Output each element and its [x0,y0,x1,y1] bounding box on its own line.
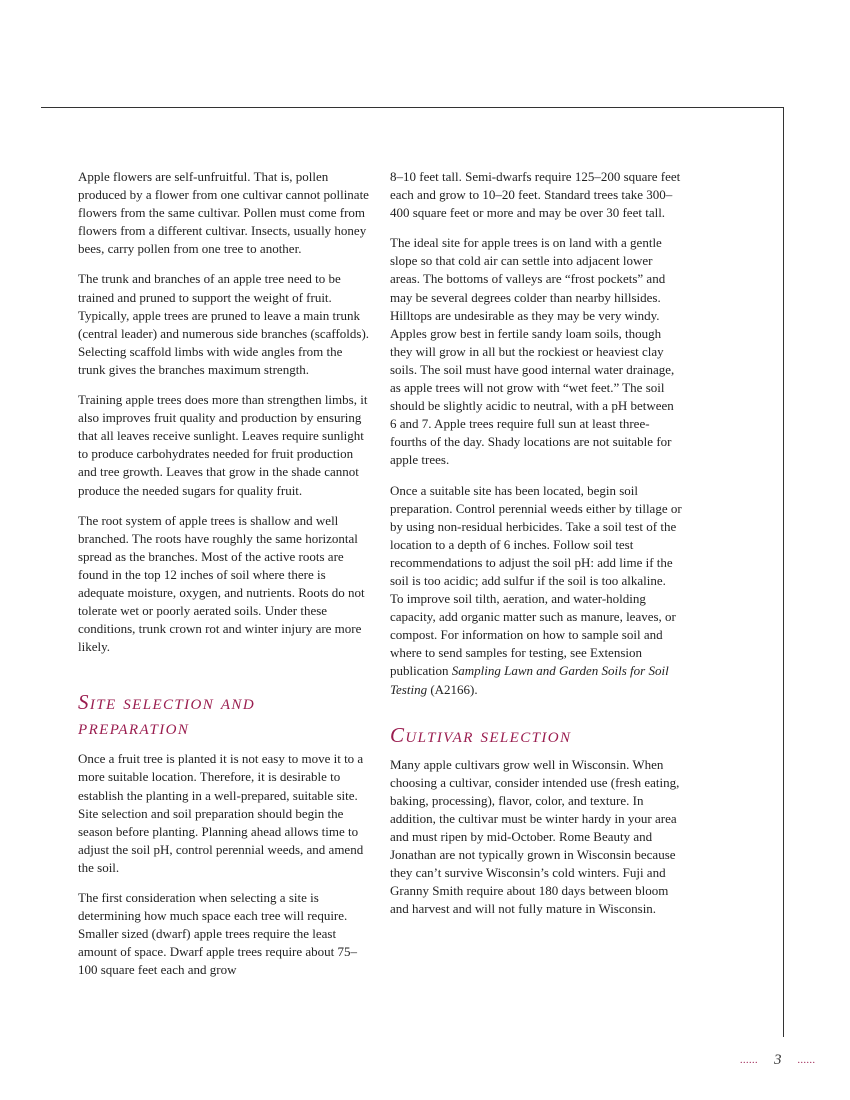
soil-prep-text: Once a suitable site has been located, begin soil preparation. Control perennial weeds either by tillage or by using non-residual herbicides. Take a soil test of the location to a depth of 6 inches. Follow soil test recommendations to adjust the soil pH: add lime if the soil is too acidic; add sulfur if the soil is too alkaline. To improve soil tilth, aeration, and water-holding capacity, add organic matter such as manure, leaves, or compost. For information on how to sample soil and where to send samples for testing, see Extension publication [390,482,682,679]
heading-cultivar-selection: Cultivar selection [390,722,572,747]
paragraph-ideal-site: The ideal site for apple trees is on land with a gentle slope so that cold air can settle into adjacent lower areas. The bottoms of valleys are “frost pockets” and may be several degrees colder than nearby hillsides. Hilltops are undesirable as they may be very windy. Apples grow best in fertile sandy loam soils, though they will grow in all but the rockiest or heaviest clay soils. The soil must have good internal water drainage, as apple trees will not grow with “wet feet.” The soil should be slightly acidic to neutral, with a pH between 6 and 7. Apple trees require full sun at least three-fourths of the day. Shady locations are not suitable for apple trees. [390,235,675,468]
paragraph-pruning: The trunk and branches of an apple tree need to be trained and pruned to support the weight of fruit. Typically, apple trees are pruned to leave a main trunk (central leader) and numerous side branches (scaffolds). Selecting scaffold limbs with wide angles from the trunk gives the branches maximum strength. [78,271,370,377]
footer-dots-right: ...... [797,1055,816,1066]
heading-site-selection: Site selection and preparation [78,690,256,740]
paragraph-site-intro: Once a fruit tree is planted it is not easy to move it to a more suitable location. Therefore, it is desirable to establish the planting in a well-prepared, suitable site. Site selection and soil preparation should begin the season before planting. Planning ahead allows time to adjust the soil pH, control perennial weeds, and amend the soil. [78,751,364,875]
paragraph-soil-preparation [390,482,682,699]
left-column [78,168,370,979]
paragraph-cultivars: Many apple cultivars grow well in Wisconsin. When choosing a cultivar, consider intended use (fresh eating, baking, processing), flavor, color, and texture. In addition, the cultivar must be winter hardy in your area and must ripen by mid-October. Rome Beauty and Jonathan are not typically grown in Wisconsin because they can’t survive Wisconsin’s cold winters. Fuji and Granny Smith require about 180 days between bloom and harvest and will not fully mature in Wisconsin. [390,756,680,917]
right-rule [783,107,784,1037]
paragraph-root-system: The root system of apple trees is shallow and well branched. The roots have roughly the same horizontal spread as the branches. Most of the active roots are found in the top 12 inches of soil where there is adequate moisture, oxygen, and nutrients. Roots do not tolerate wet or poorly aerated soils. Under these conditions, trunk crown rot and winter injury are more likely. [78,512,365,655]
paragraph-training: Training apple trees does more than strengthen limbs, it also improves fruit quality and production by ensuring that all leaves receive sunlight. Leaves require sunlight to produce carbohydrates needed for fruit production and tree growth. Leaves that grow in the shade cannot produce the needed sugars for quality fruit. [78,392,368,498]
publication-title: Sampling Lawn and Garden Soils for Soil Testing [390,663,669,697]
paragraph-pollination: Apple flowers are self-unfruitful. That is, pollen produced by a flower from one cultivar cannot pollinate flowers from the same cultivar. Pollen must come from flowers from a different cultivar. Insects, usually honey bees, carry pollen from one tree to another. [78,169,369,257]
top-rule [41,107,784,108]
paragraph-space-requirements: The first consideration when selecting a site is determining how much space each tree will require. Smaller sized (dwarf) apple trees require the least amount of space. Dwarf apple trees require about 75–100 square feet each and grow [78,890,358,978]
page-footer [740,1052,816,1069]
footer-dots-left: ...... [740,1055,758,1066]
right-column [390,168,682,918]
page-number: 3 [774,1052,782,1068]
publication-code: (A2166). [427,681,478,697]
paragraph-tree-sizes: 8–10 feet tall. Semi-dwarfs require 125–200 square feet each and grow to 10–20 feet. Standard trees take 300–400 square feet or more and may be over 30 feet tall. [390,169,681,221]
